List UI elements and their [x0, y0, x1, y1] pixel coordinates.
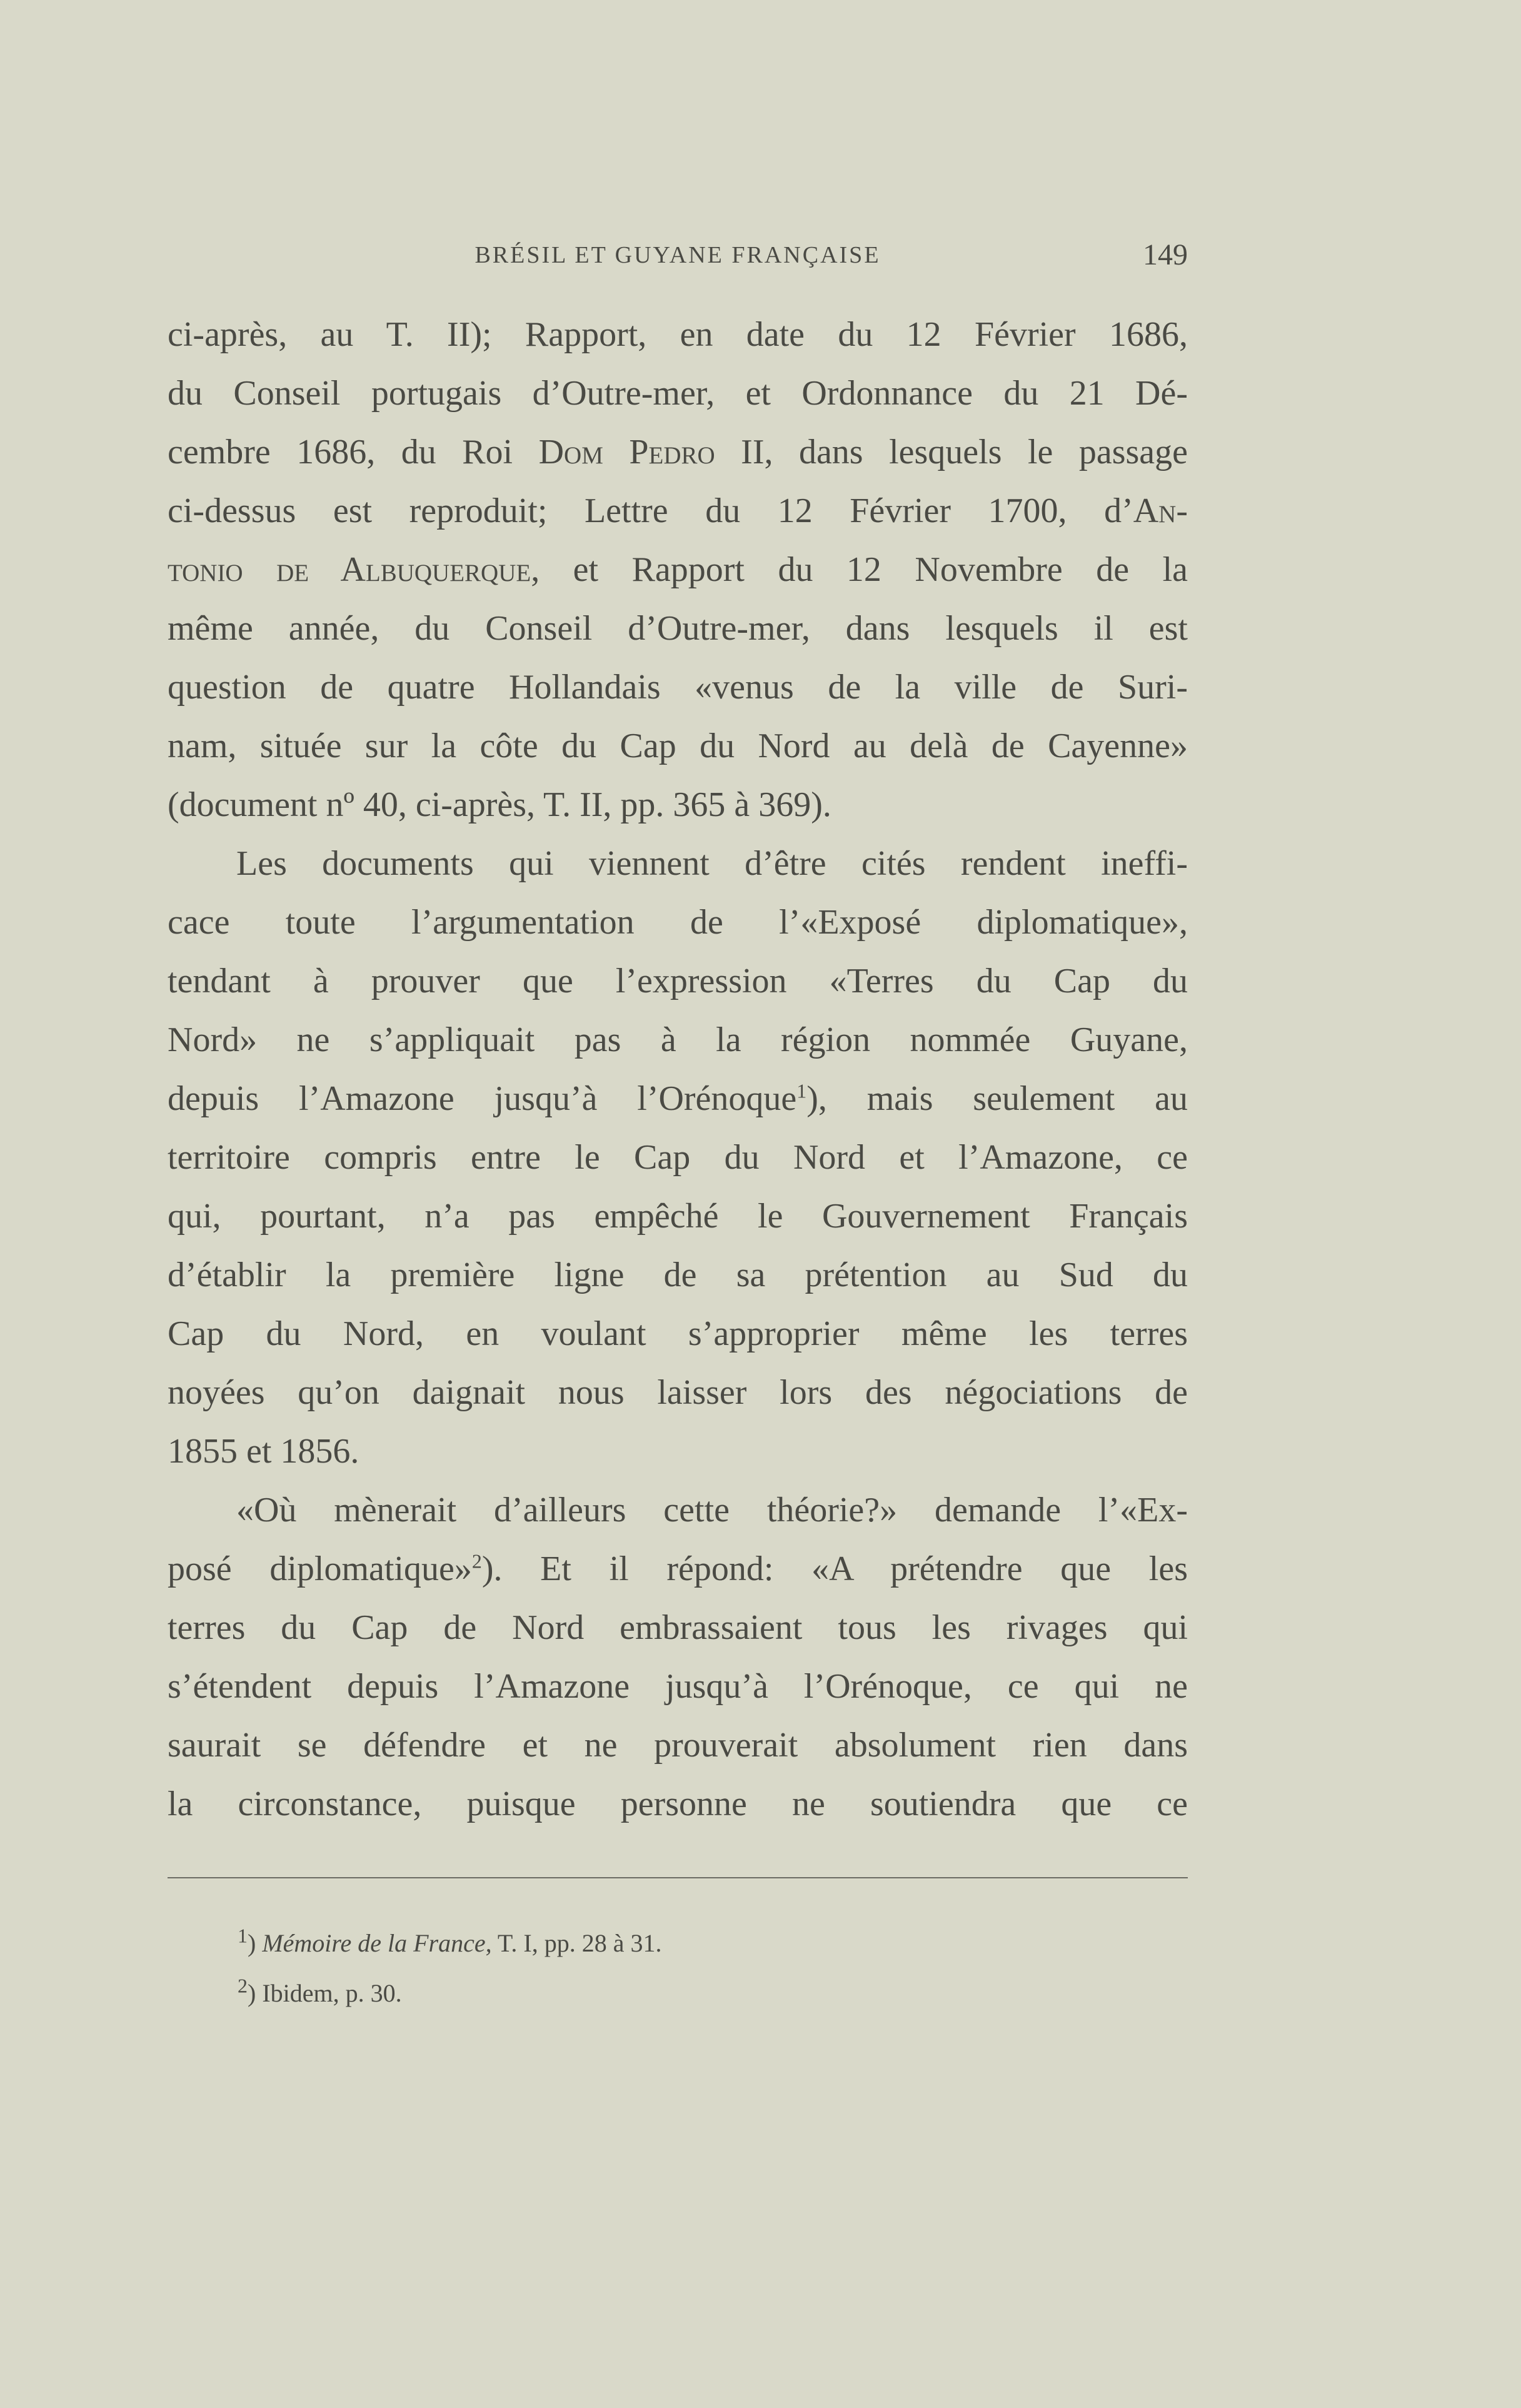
text-span: II, dans lesquels le passage [715, 433, 1188, 471]
text-line [168, 1010, 1188, 1069]
text-line [168, 540, 1188, 599]
text-line [168, 893, 1188, 952]
text-span: cace toute l’argumentation de l’«Exposé diplomatique», [168, 903, 1188, 942]
text-span: (document nº 40, ci-après, T. II, pp. 365 à 369). [168, 785, 831, 824]
text-span: du Conseil portugais d’Outre-mer, et Ordonnance du 21 Dé- [168, 374, 1188, 413]
text-span: ), mais seulement au [806, 1079, 1188, 1118]
text-span: posé diplomatique» [168, 1549, 472, 1588]
text-span: Les documents qui viennent d’être cités rendent ineffi- [236, 844, 1188, 883]
footnote-text: Ibidem, p. 30. [256, 1979, 402, 2007]
text-line [168, 599, 1188, 658]
text-line [168, 717, 1188, 775]
text-line [168, 1246, 1188, 1304]
text-line [168, 1187, 1188, 1246]
text-span: noyées qu’on daignait nous laisser lors des négociations de [168, 1373, 1188, 1412]
text-line [168, 423, 1188, 481]
text-span: ). Et il répond: «A prétendre que les [481, 1549, 1188, 1588]
text-line [168, 658, 1188, 717]
footnote: $^1$) Mémoire de la France, T. I, pp. 28 à 31. [238, 1924, 662, 1957]
text-line [168, 305, 1188, 364]
footnote-marker: 2 [238, 1974, 248, 1997]
footnote-marker: 1 [238, 1924, 248, 1947]
footnote: $^2$) Ibidem, p. 30. [238, 1974, 402, 2007]
footnote-divider [168, 1877, 1188, 1878]
text-span: , et Rapport du 12 Novembre de la [531, 550, 1188, 589]
text-line [168, 1539, 1188, 1598]
running-title: BRÉSIL ET GUYANE FRANÇAISE [474, 242, 881, 268]
footnote-text: T. I, pp. 28 à 31. [491, 1929, 662, 1957]
text-line [168, 1657, 1188, 1716]
footnotes [238, 1918, 1113, 2018]
text-span: Cap du Nord, en voulant s’approprier même les terres [168, 1314, 1188, 1353]
footnote-marker: 1 [796, 1079, 807, 1102]
text-span: question de quatre Hollandais «venus de la ville de Suri- [168, 668, 1188, 707]
text-span: saurait se défendre et ne prouverait absolument rien dans [168, 1726, 1188, 1765]
text-span: s’étendent depuis l’Amazone jusqu’à l’Orénoque, ce qui ne [168, 1667, 1188, 1706]
small-caps-name: tonio de Albuquerque [168, 550, 531, 589]
page-header [168, 238, 1188, 281]
text-span: 1855 et 1856. [168, 1432, 359, 1471]
text-line [168, 1128, 1188, 1187]
text-line [168, 481, 1188, 540]
small-caps-name: Dom Pedro [538, 433, 715, 471]
body-text [168, 305, 1188, 1833]
text-span: depuis l’Amazone jusqu’à l’Orénoque [168, 1079, 797, 1118]
text-line [168, 1775, 1188, 1833]
text-span: Nord» ne s’appliquait pas à la région nommée Guyane, [168, 1020, 1188, 1059]
text-span: ci-après, au T. II); Rapport, en date du 12 Février 1686, [168, 315, 1188, 354]
text-span: territoire compris entre le Cap du Nord et l’Amazone, ce [168, 1138, 1188, 1177]
text-line [168, 775, 1188, 834]
text-line [168, 364, 1188, 423]
text-line [168, 1422, 1188, 1481]
footnote-marker: 2 [471, 1549, 482, 1573]
text-span: d’établir la première ligne de sa prétention au Sud du [168, 1256, 1188, 1294]
text-span: cembre 1686, du Roi [168, 433, 539, 471]
text-line [168, 1481, 1188, 1539]
small-caps-name: An- [1133, 491, 1188, 530]
text-span: nam, située sur la côte du Cap du Nord au delà de Cayenne» [168, 727, 1188, 765]
text-span: qui, pourtant, n’a pas empêché le Gouvernement Français [168, 1197, 1188, 1236]
text-line [168, 1363, 1188, 1422]
text-span: terres du Cap de Nord embrassaient tous les rivages qui [168, 1608, 1188, 1647]
text-line [168, 1598, 1188, 1657]
text-line [168, 1069, 1188, 1128]
text-span: «Où mènerait d’ailleurs cette théorie?» demande l’«Ex- [236, 1491, 1188, 1529]
text-span: la circonstance, puisque personne ne soutiendra que ce [168, 1785, 1188, 1823]
page-number: 149 [1143, 238, 1188, 271]
footnote-italic-text: Mémoire de la France, [262, 1929, 492, 1957]
text-line [168, 1716, 1188, 1775]
text-span: tendant à prouver que l’expression «Terres du Cap du [168, 962, 1188, 1000]
text-line [168, 952, 1188, 1010]
text-span: ci-dessus est reproduit; Lettre du 12 Février 1700, d’ [168, 491, 1133, 530]
text-line [168, 1304, 1188, 1363]
text-line [168, 834, 1188, 893]
text-span: même année, du Conseil d’Outre-mer, dans lesquels il est [168, 609, 1188, 648]
